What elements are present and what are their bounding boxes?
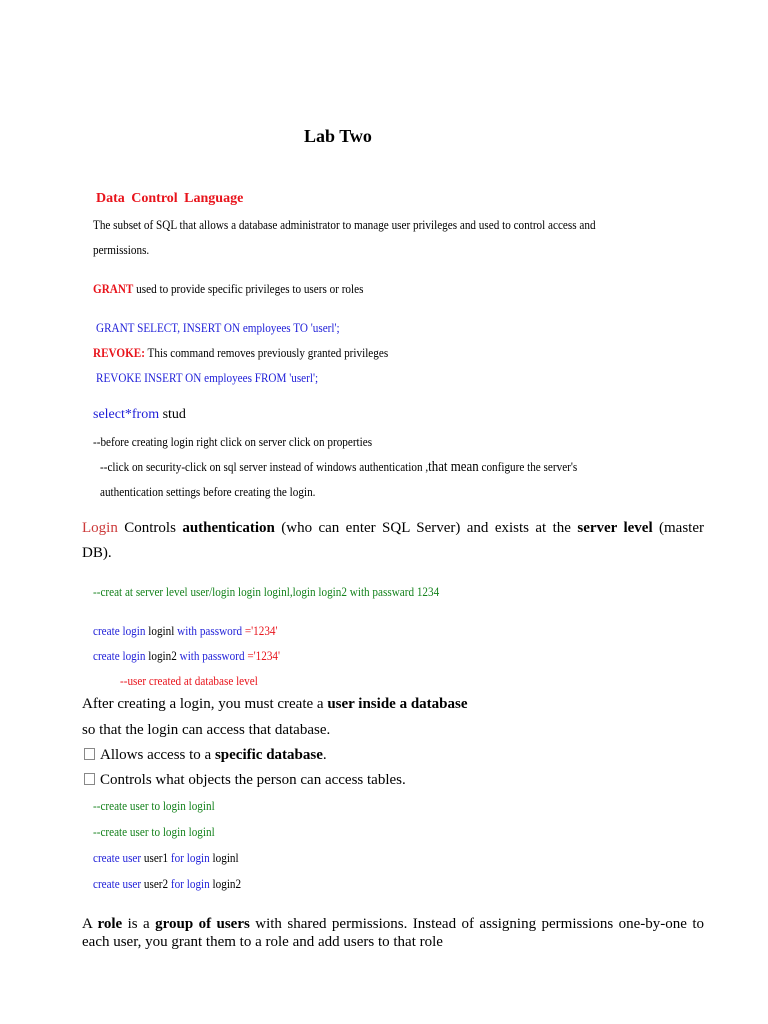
user-paragraph-line2: so that the login can access that database.: [82, 722, 331, 738]
select-line: [93, 408, 186, 422]
dcl-description-line1: The subset of SQL that allows a database administrator to manage user privileges and used to control access and: [93, 217, 596, 232]
bullet-box-icon: [84, 773, 95, 785]
code-create-login1: create login loginl with password ='1234': [93, 623, 278, 638]
code-comment-user-level: --user created at database level: [120, 673, 258, 688]
login-word: Login: [82, 520, 118, 536]
comment-login-properties: --before creating login right click on server click on properties: [93, 434, 373, 449]
role-paragraph-line2: each user, you grant them to a role and add users to that role: [82, 934, 443, 950]
code-comment-create-user2: --create user to login loginl: [93, 824, 215, 839]
bullet-specific-database: Allows access to a specific database.: [84, 748, 327, 763]
revoke-example: REVOKE INSERT ON employees FROM 'userl';: [96, 370, 319, 385]
code-comment-create-user1: --create user to login loginl: [93, 798, 215, 813]
grant-example: GRANT SELECT, INSERT ON employees TO 'userl';: [96, 320, 340, 335]
login-paragraph-line2: DB).: [82, 545, 112, 561]
revoke-description: This command removes previously granted privileges: [144, 345, 389, 360]
revoke-line: [93, 346, 388, 359]
dcl-description-line2: permissions.: [93, 242, 150, 257]
page-title: Lab Two: [304, 126, 372, 146]
bullet-controls-objects: Controls what objects the person can access tables.: [84, 773, 406, 788]
select-keyword: select*from: [93, 407, 160, 422]
code-create-user1: create user user1 for login loginl: [93, 850, 239, 865]
dcl-heading: Data Control Language: [96, 191, 244, 206]
select-table: stud: [159, 407, 186, 422]
bullet-box-icon: [84, 748, 95, 760]
comment-security: --click on security-click on sql server instead of windows authentication ,that mean configure the server's: [100, 459, 578, 475]
revoke-keyword: REVOKE:: [93, 345, 145, 360]
role-paragraph-line1: A role is a group of users with shared permissions. Instead of assigning permissions one-by-one to: [82, 916, 704, 932]
code-comment-create-login: --creat at server level user/login login loginl,login login2 with passward 1234: [93, 584, 440, 599]
code-create-login2: create login login2 with password ='1234': [93, 648, 281, 663]
grant-keyword: GRANT: [93, 281, 134, 296]
code-create-user2: create user user2 for login login2: [93, 876, 242, 891]
user-paragraph-line1: After creating a login, you must create a user inside a database: [82, 696, 468, 712]
login-paragraph-line1: Login Controls authentication (who can enter SQL Server) and exists at the server level (master: [82, 520, 704, 536]
grant-line: [93, 282, 363, 295]
grant-description: used to provide specific privileges to users or roles: [133, 281, 364, 296]
comment-authentication: authentication settings before creating the login.: [100, 484, 316, 499]
